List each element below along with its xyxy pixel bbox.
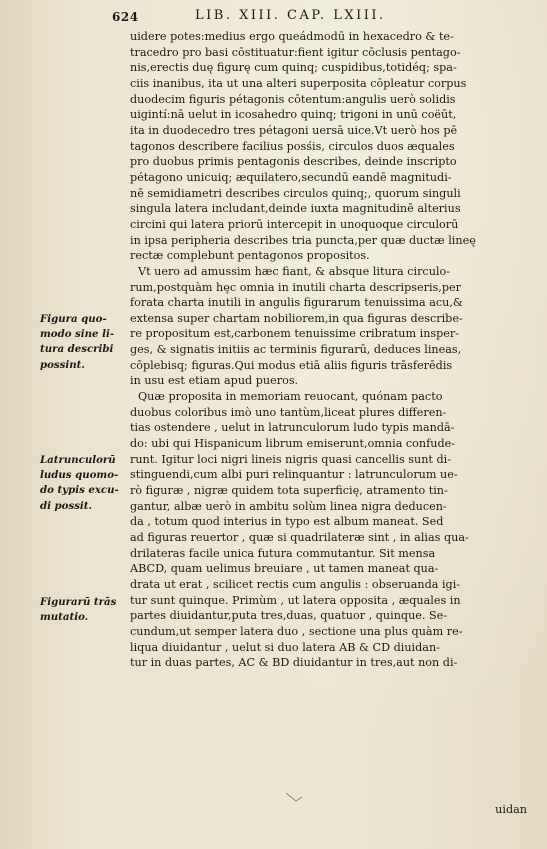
side-note-line: Latrunculorū — [40, 454, 116, 466]
text-line: circini qui latera priorū intercepit in unoquoque circulorū — [130, 217, 459, 231]
ink-smudge-mark — [282, 787, 322, 807]
side-note-line: possint. — [40, 358, 85, 371]
text-line: liqua diuidantur , uelut si duo latera AB & CD diuidan- — [130, 640, 440, 654]
side-note-line: modo sine li- — [40, 328, 115, 341]
text-line: ges, & signatis initiis ac terminis figurarū, deduces lineas, — [130, 343, 462, 357]
text-line: tracedro pro basi cōstituatur:fient igitur cōclusis pentago- — [130, 45, 461, 59]
text-line: rectæ complebunt pentagonos propositos. — [130, 249, 370, 263]
main-text-block — [130, 29, 528, 671]
text-line: tagonos describere facilius posśis, circulos duos æquales — [130, 139, 455, 153]
text-line: da , totum quod interius in typo est album maneat. Sed — [130, 515, 444, 529]
side-note-line: tura describi — [40, 343, 114, 356]
side-note-line: di possit. — [40, 499, 93, 512]
side-note-line: ludus quomo- — [40, 469, 119, 482]
text-line: duodecim figuris pétagonis cōtentum:angulis uerò solidis — [130, 92, 456, 106]
text-line: uigintí:nā uelut in icosahedro quinq; trigoni in unū coëūt, — [130, 108, 457, 122]
text-line: Quæ proposita in memoriam reuocant, quónam pacto — [138, 390, 443, 404]
text-line: ita in duodecedro tres pétagoni uersā uice.Vt uerò hos pē — [130, 123, 458, 137]
running-head: LIB. XIII. CAP. LXIII. — [195, 8, 386, 23]
text-line: ABCD, quam uelimus breuiare , ut tamen maneat qua- — [130, 562, 439, 576]
side-note-line: Figurarū trās — [40, 596, 117, 608]
text-line: tur in duas partes, AC & BD diuidantur in tres,aut non di- — [130, 656, 458, 670]
text-line: cundum,ut semper latera duo , sectione una plus quàm re- — [130, 624, 463, 638]
page-header — [0, 8, 547, 26]
side-note-latrunculorum — [40, 453, 132, 514]
side-note-figura — [40, 312, 132, 373]
text-line: drilateras facile unica futura commutantur. Sit mensa — [130, 546, 436, 560]
text-line: uidere potes:medius ergo queádmodū in hexacedro & te- — [130, 30, 454, 43]
text-line: in usu est etiam apud pueros. — [130, 374, 299, 388]
text-line: Vt uero ad amussim hæc fiant, & absque litura circulo- — [138, 264, 450, 278]
text-line: runt. Igitur loci nigri lineis nigris quasi cancellis sunt di- — [130, 452, 451, 466]
text-line: gantur, albæ uerò in ambitu solùm linea nigra deducen- — [130, 499, 447, 513]
text-line: pétagono unicuiq; æquilatero,secundū eandē magnitudi- — [130, 170, 452, 184]
side-note-line: do typis excu- — [40, 484, 119, 497]
text-line: singula latera includant,deinde iuxta magnitudinē alterius — [130, 202, 461, 216]
text-line: ciis inanibus, ita ut una alteri superposita cōpleatur corpus — [130, 76, 467, 90]
side-note-line: Figura quo- — [40, 313, 107, 325]
text-line: in ipsa peripheria describes tria puncta,per quæ ductæ lineę — [130, 233, 476, 247]
page-number: 624 — [112, 10, 139, 24]
text-line: nis,erectis duę figurę cum quinq; cuspidibus,totidéq; spa- — [130, 61, 457, 75]
text-line: re propositum est,carbonem tenuissime cribratum insper- — [130, 327, 460, 341]
text-line: drata ut erat , scilicet rectis cum angulis : obseruanda igi- — [130, 577, 461, 591]
text-line: rò figuræ , nigræ quidem tota superficię, atramento tin- — [130, 484, 448, 498]
text-line: tias ostendere , uelut in latrunculorum ludo typis mandā- — [130, 421, 455, 435]
text-line: extensa super chartam nobiliorem,in qua figuras describe- — [130, 311, 463, 325]
side-note-figurarum — [40, 595, 132, 625]
text-line: partes diuidantur,puta tres,duas, quatuor , quinque. Se- — [130, 609, 448, 623]
text-line: do: ubi qui Hispanicum librum emiserunt,omnia confude- — [130, 437, 456, 451]
text-line: forata charta inutili in angulis figurarum tenuissima acu,& — [130, 296, 463, 310]
text-line: stinguendi,cum albi puri relinquantur : latrunculorum ue- — [130, 468, 458, 482]
text-line: pro duobus primis pentagonis describes, deinde inscripto — [130, 155, 457, 169]
text-line: nē semidiametri describes circulos quinq;, quorum singuli — [130, 186, 461, 200]
text-line: tur sunt quinque. Primùm , ut latera opposita , æquales in — [130, 593, 461, 607]
side-note-line: mutatio. — [40, 611, 89, 624]
text-line: cōplebisq; figuras.Qui modus etiā aliis figuris trāsferēdis — [130, 358, 453, 372]
text-line: ad figuras reuertor , quæ si quadrilateræ sint , in alias qua- — [130, 531, 469, 544]
text-line: rum,postquàm hęc omnia in inutili charta descripseris,per — [130, 280, 461, 294]
catchword: uidan — [495, 803, 527, 816]
text-line: duobus coloribus imò uno tantùm,liceat plures differen- — [130, 405, 447, 419]
